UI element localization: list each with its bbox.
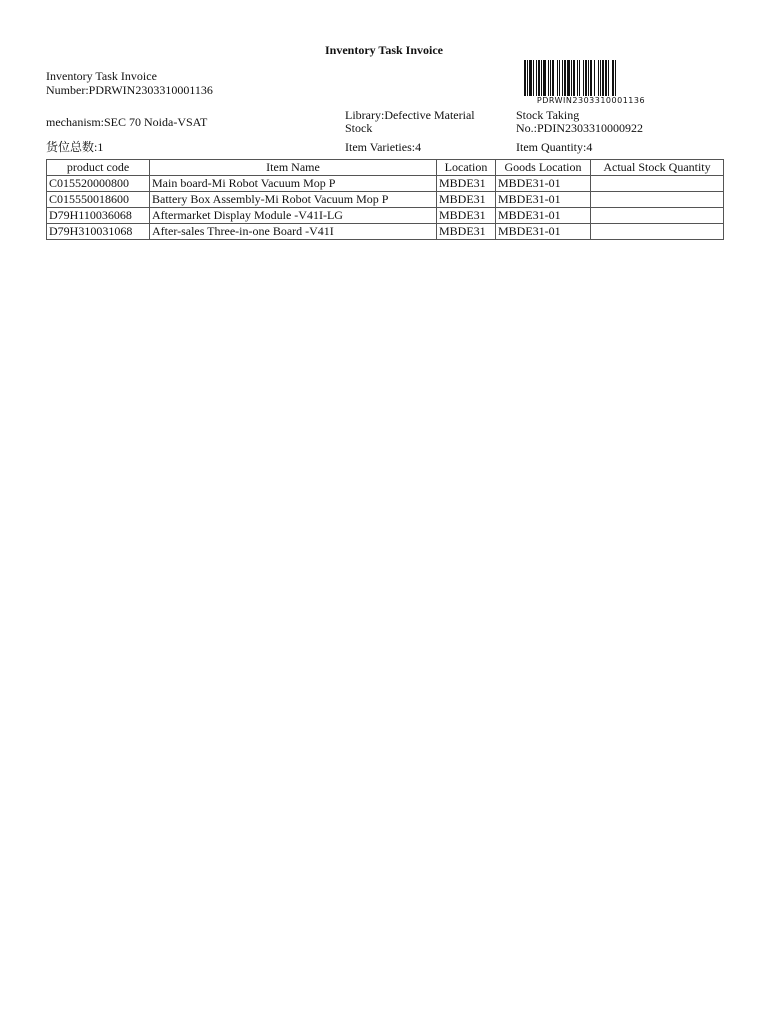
- item-quantity-field: Item Quantity:4: [516, 140, 593, 154]
- library-line-1: Library:Defective Material: [345, 108, 475, 122]
- cell-goods-location: MBDE31-01: [496, 208, 591, 224]
- cell-location: MBDE31: [437, 208, 496, 224]
- cell-item-name: Aftermarket Display Module -V41I-LG: [150, 208, 437, 224]
- cell-location: MBDE31: [437, 224, 496, 240]
- library-line-2: Stock: [345, 121, 373, 135]
- cell-goods-location: MBDE31-01: [496, 192, 591, 208]
- cell-goods-location: MBDE31-01: [496, 224, 591, 240]
- invoice-number-block: [46, 69, 306, 97]
- header-goods-location: Goods Location: [496, 160, 591, 176]
- barcode-image: [524, 60, 658, 96]
- header-item-name: Item Name: [150, 160, 437, 176]
- cell-actual-stock-quantity: [591, 208, 724, 224]
- table-row: [47, 192, 724, 208]
- stock-taking-field: [516, 109, 716, 135]
- cell-location: MBDE31: [437, 176, 496, 192]
- document-title: Inventory Task Invoice: [324, 43, 444, 57]
- header-location: Location: [437, 160, 496, 176]
- slot-count-field: 货位总数:1: [46, 140, 104, 154]
- item-varieties-field: Item Varieties:4: [345, 140, 422, 154]
- header-product-code: product code: [47, 160, 150, 176]
- cell-product-code: C015550018600: [47, 192, 150, 208]
- table-row: [47, 224, 724, 240]
- table-row: [47, 176, 724, 192]
- invoice-number: Number:PDRWIN2303310001136: [46, 83, 213, 97]
- table-header-row: [47, 160, 724, 176]
- cell-actual-stock-quantity: [591, 192, 724, 208]
- cell-actual-stock-quantity: [591, 224, 724, 240]
- cell-item-name: Main board-Mi Robot Vacuum Mop P: [150, 176, 437, 192]
- cell-product-code: D79H110036068: [47, 208, 150, 224]
- header-actual-stock-quantity: Actual Stock Quantity: [591, 160, 724, 176]
- mechanism-field: mechanism:SEC 70 Noida-VSAT: [46, 115, 208, 129]
- table-row: [47, 208, 724, 224]
- cell-location: MBDE31: [437, 192, 496, 208]
- inventory-table: [46, 159, 724, 240]
- cell-goods-location: MBDE31-01: [496, 176, 591, 192]
- library-field: [345, 109, 505, 135]
- invoice-label: Inventory Task Invoice: [46, 69, 157, 83]
- cell-item-name: After-sales Three-in-one Board -V41I: [150, 224, 437, 240]
- cell-actual-stock-quantity: [591, 176, 724, 192]
- cell-item-name: Battery Box Assembly-Mi Robot Vacuum Mop P: [150, 192, 437, 208]
- cell-product-code: C015520000800: [47, 176, 150, 192]
- stock-taking-line-2: No.:PDIN2303310000922: [516, 121, 644, 135]
- stock-taking-line-1: Stock Taking: [516, 108, 580, 122]
- cell-product-code: D79H310031068: [47, 224, 150, 240]
- barcode-text: PDRWIN2303310001136: [536, 96, 646, 105]
